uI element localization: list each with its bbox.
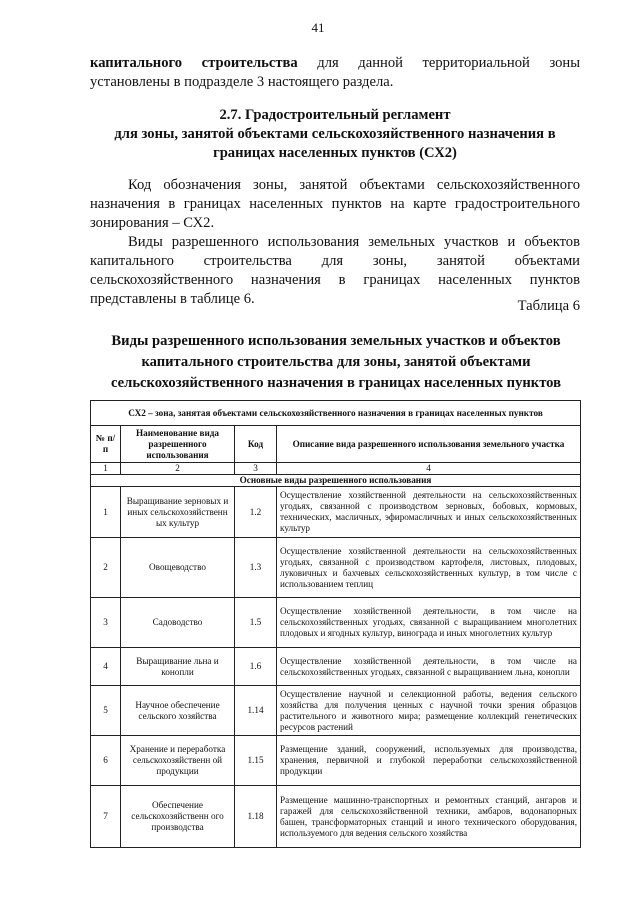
section-title: Основные виды разрешенного использования <box>91 475 581 487</box>
row-description: Осуществление научной и селекционной работы, ведения сельского хозяйства для получения ценных с научной точки зрения образцов растительного и животного мира; размещение коллекций генетических ресурсов растений <box>277 686 581 736</box>
intro-line-2: установлены в подразделе 3 настоящего раздела. <box>90 74 394 90</box>
header-code: Код <box>235 426 277 463</box>
intro-word: строительства <box>201 55 298 71</box>
para1-line: назначения в границах населенных пунктов на карте градостроительного <box>90 196 580 212</box>
para2-line: Виды разрешенного использования земельных участков и объектов <box>128 234 580 250</box>
intro-word: данной <box>358 55 403 71</box>
row-code: 1.18 <box>235 786 277 848</box>
row-number: 7 <box>91 786 121 848</box>
row-description: Осуществление хозяйственной деятельности на сельскохозяйственных угодьях, связанной с производством картофеля, листовых, плодовых, луковичных и бахчевых сельскохозяйственных культур, в том числе с использованием теплиц <box>277 538 581 598</box>
row-description: Осуществление хозяйственной деятельности, в том числе на сельскохозяйственных угодьях, связанной с выращиванием льна, конопли <box>277 648 581 686</box>
row-description: Размещение машинно-транспортных и ремонтных станций, ангаров и гаражей для сельскохозяйственной техники, амбаров, водонапорных башен, трансформаторных станций и иного технического оборудования, используемого для ведения сельского хозяйства <box>277 786 581 848</box>
row-code: 1.6 <box>235 648 277 686</box>
table-row <box>91 648 581 686</box>
table-row <box>91 598 581 648</box>
regulation-table <box>90 400 581 848</box>
intro-line-1 <box>90 54 580 73</box>
intro-word: территориальной <box>422 55 530 71</box>
table-label: Таблица 6 <box>517 298 580 314</box>
intro-word: капитального <box>90 55 183 71</box>
table-title: СХ2 – зона, занятая объектами сельскохозяйственного назначения в границах населенных пунктов <box>91 401 581 426</box>
section-heading-line: для зоны, занятой объектами сельскохозяйственного назначения в <box>114 126 556 142</box>
page-number: 41 <box>311 20 325 35</box>
row-name: Овощеводство <box>121 538 235 598</box>
row-number: 4 <box>91 648 121 686</box>
row-name: Садоводство <box>121 598 235 648</box>
column-number: 2 <box>121 463 235 475</box>
column-number: 3 <box>235 463 277 475</box>
table-row <box>91 487 581 538</box>
para1-line: Код обозначения зоны, занятой объектами сельскохозяйственного <box>128 177 580 193</box>
row-code: 1.2 <box>235 487 277 538</box>
table-caption-line: Виды разрешенного использования земельных участков и объектов <box>111 333 561 349</box>
row-name: Научное обеспечение сельского хозяйства <box>121 686 235 736</box>
table-caption-line: сельскохозяйственного назначения в границах населенных пунктов <box>111 375 561 391</box>
row-code: 1.5 <box>235 598 277 648</box>
column-number-row <box>91 463 581 475</box>
para1-line: зонирования – СХ2. <box>90 215 215 231</box>
row-number: 3 <box>91 598 121 648</box>
header-name: Наименование вида разрешенного использования <box>121 426 235 463</box>
row-name: Выращивание зерновых и иных сельскохозяйственн ых культур <box>121 487 235 538</box>
row-number: 5 <box>91 686 121 736</box>
para2-line: сельскохозяйственного назначения в границах населенных пунктов <box>90 272 580 288</box>
row-code: 1.3 <box>235 538 277 598</box>
row-description: Осуществление хозяйственной деятельности, в том числе на сельскохозяйственных угодьях, связанной с выращиванием многолетних плодовых и ягодных культур, винограда и иных многолетних культур <box>277 598 581 648</box>
row-description: Размещение зданий, сооружений, используемых для производства, хранения, первичной и глубокой переработки сельскохозяйственной продукции <box>277 736 581 786</box>
section-heading-line: границах населенных пунктов (СХ2) <box>213 145 457 161</box>
section-heading-line: 2.7. Градостроительный регламент <box>219 107 451 123</box>
table-title-row <box>91 401 581 426</box>
para2-line: капитального строительства для зоны, занятой объектами <box>90 253 580 269</box>
header-num: № п/п <box>91 426 121 463</box>
row-number: 6 <box>91 736 121 786</box>
header-desc: Описание вида разрешенного использования земельного участка <box>277 426 581 463</box>
column-number: 4 <box>277 463 581 475</box>
table-caption-line: капитального строительства для зоны, занятой объектами <box>141 354 531 370</box>
table-row <box>91 786 581 848</box>
section-title-row <box>91 475 581 487</box>
row-name: Выращивание льна и конопли <box>121 648 235 686</box>
intro-word: для <box>317 55 339 71</box>
row-name: Обеспечение сельскохозяйственн ого производства <box>121 786 235 848</box>
table-row <box>91 736 581 786</box>
column-number: 1 <box>91 463 121 475</box>
row-code: 1.15 <box>235 736 277 786</box>
intro-word: зоны <box>549 55 581 71</box>
row-code: 1.14 <box>235 686 277 736</box>
row-description: Осуществление хозяйственной деятельности на сельскохозяйственных угодьях, связанной с производством зерновых, бобовых, кормовых, технических, масличных, эфиромасличных и иных сельскохозяйственных культур <box>277 487 581 538</box>
table-row <box>91 538 581 598</box>
para2-line: представлены в таблице 6. <box>90 291 255 307</box>
row-name: Хранение и переработка сельскохозяйственн ой продукции <box>121 736 235 786</box>
table-row <box>91 686 581 736</box>
row-number: 2 <box>91 538 121 598</box>
table-header-row <box>91 426 581 463</box>
row-number: 1 <box>91 487 121 538</box>
